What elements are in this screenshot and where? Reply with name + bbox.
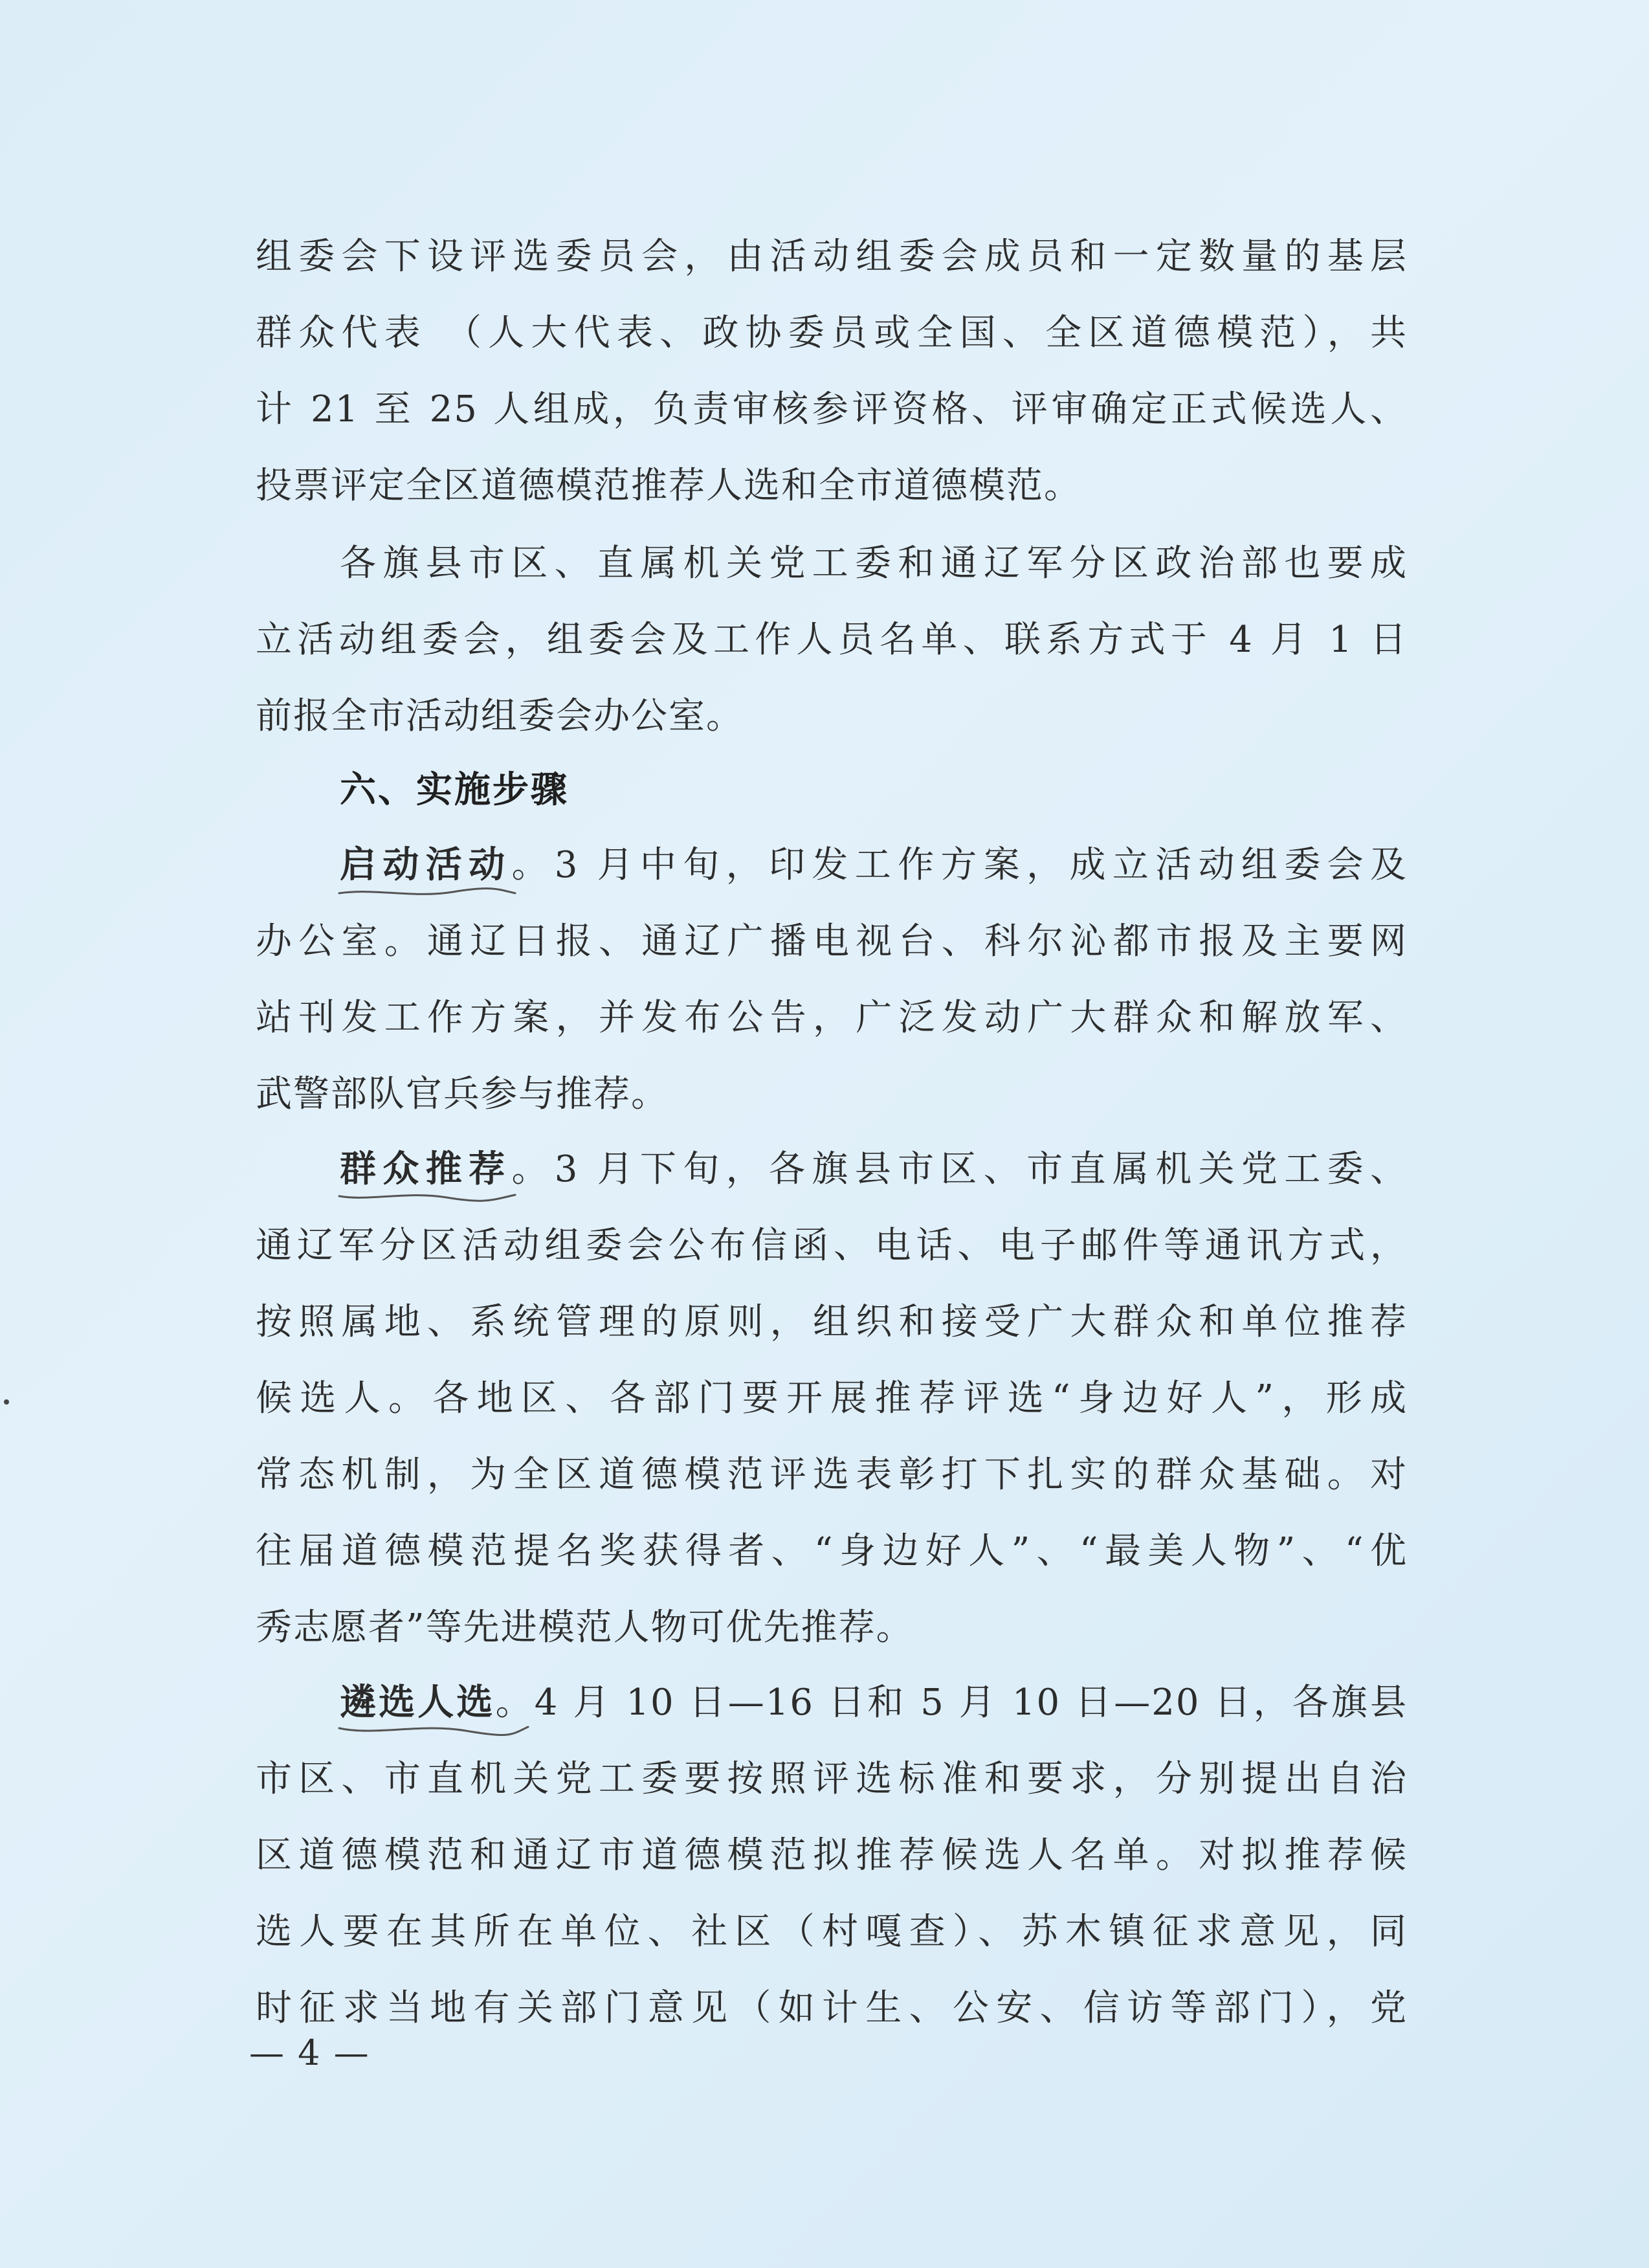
para1-line-2: 群众代表 （人大代表、政协委员或全国、全区道德模范），共 (256, 312, 1408, 354)
step2-lead: 群众推荐 (340, 1148, 512, 1190)
step3-line-4: 选人要在其所在单位、社区（村嘎查）、苏木镇征求意见，同 (256, 1911, 1408, 1953)
step1-line-1-rest: 。3 月中旬，印发工作方案，成立活动组委会及 (511, 844, 1408, 886)
step1-line-2: 办公室。通辽日报、通辽广播电视台、科尔沁都市报及主要网 (256, 920, 1408, 962)
scan-speck (4, 1399, 9, 1405)
step2-line-1-rest: 。3 月下旬，各旗县市区、市直属机关党工委、 (511, 1148, 1408, 1190)
para1-line-4: 投票评定全区道德模范推荐人选和全市道德模范。 (256, 465, 1081, 507)
para2-line-1: 各旗县市区、直属机关党工委和通辽军分区政治部也要成 (340, 542, 1408, 584)
step2-line-4: 候选人。各地区、各部门要开展推荐评选“身边好人”，形成 (256, 1377, 1408, 1419)
section-heading: 六、实施步骤 (340, 769, 569, 811)
step2-line-5: 常态机制，为全区道德模范评选表彰打下扎实的群众基础。对 (256, 1454, 1408, 1496)
step2-line-3: 按照属地、系统管理的原则，组织和接受广大群众和单位推荐 (256, 1301, 1408, 1343)
para1-line-3: 计 21 至 25 人组成，负责审核参评资格、评审确定正式候选人、 (256, 388, 1408, 430)
step1-line-1 (340, 836, 1408, 888)
step1-line-3: 站刊发工作方案，并发布公告，广泛发动广大群众和解放军、 (256, 997, 1408, 1039)
step2-line-1 (340, 1140, 1408, 1192)
step3-line-5: 时征求当地有关部门意见（如计生、公安、信访等部门），党 (256, 1987, 1408, 2029)
step3-line-1-rest: 。4 月 10 日—16 日和 5 月 10 日—20 日，各旗县 (495, 1682, 1408, 1724)
para1-line-1: 组委会下设评选委员会，由活动组委会成员和一定数量的基层 (256, 236, 1408, 278)
para2-line-3: 前报全市活动组委会办公室。 (256, 695, 744, 737)
page-number: — 4 — (249, 2032, 370, 2073)
step3-line-3: 区道德模范和通辽市道德模范拟推荐候选人名单。对拟推荐候 (256, 1834, 1408, 1876)
step1-line-4: 武警部队官兵参与推荐。 (256, 1073, 669, 1115)
step3-line-1 (340, 1674, 1408, 1726)
step3-line-2: 市区、市直机关党工委要按照评选标准和要求，分别提出自治 (256, 1758, 1408, 1800)
step1-lead: 启动活动 (340, 844, 512, 886)
step2-line-7: 秀志愿者”等先进模范人物可优先推荐。 (256, 1606, 914, 1649)
para2-line-2: 立活动组委会，组委会及工作人员名单、联系方式于 4 月 1 日 (256, 619, 1408, 661)
step2-line-6: 往届道德模范提名奖获得者、“身边好人”、“最美人物”、“优 (256, 1530, 1408, 1572)
step2-line-2: 通辽军分区活动组委会公布信函、电话、电子邮件等通讯方式， (256, 1225, 1408, 1267)
step3-lead: 遴选人选 (340, 1682, 496, 1724)
